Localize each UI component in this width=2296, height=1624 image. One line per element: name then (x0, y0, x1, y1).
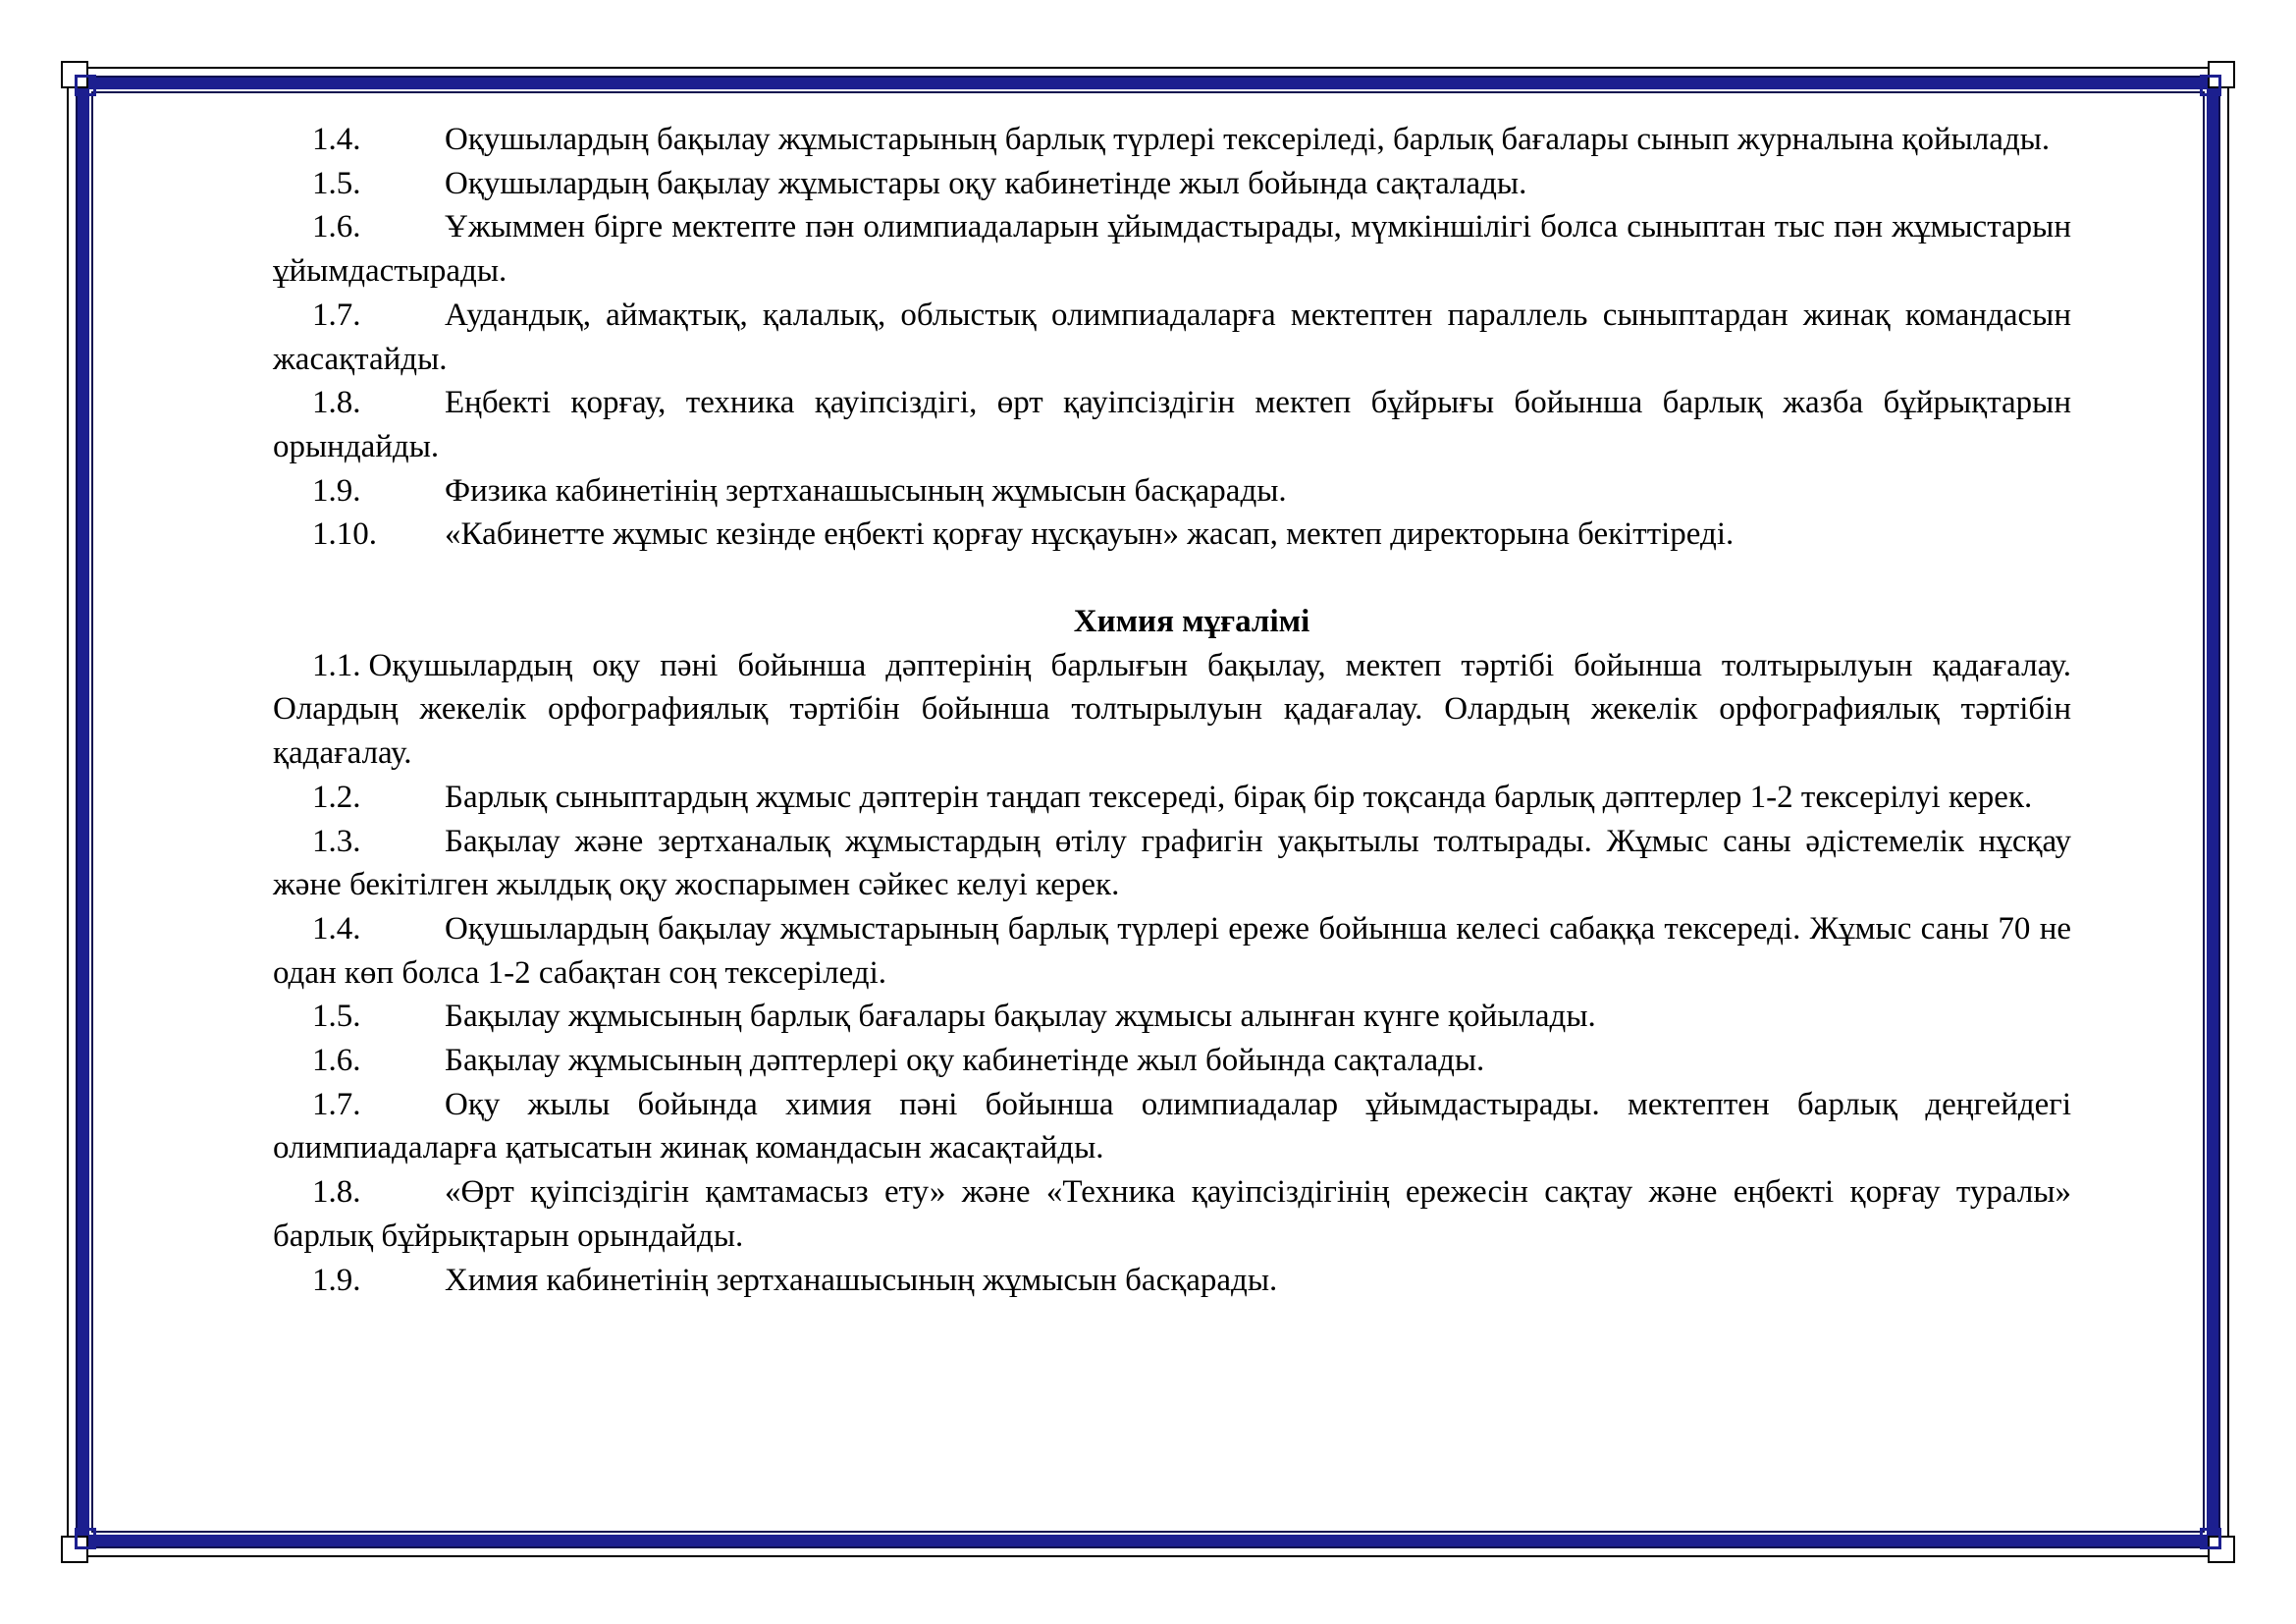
list-item (273, 907, 2071, 995)
section-heading: Химия мұғалімі (1073, 604, 1310, 640)
list-item (273, 995, 2071, 1039)
item-text: Физика кабинетінің зертханашысының жұмысын басқарады. (445, 472, 1287, 509)
item-number: 1.7. (312, 297, 361, 333)
item-number: 1.1. (312, 647, 361, 683)
item-text: Химия кабинетінің зертханашысының жұмысын басқарады. (445, 1262, 1278, 1298)
list-item (273, 162, 2071, 206)
list-item (273, 294, 2071, 381)
item-text: Бақылау жұмысының дәптерлері оқу кабинетінде жыл бойында сақталады. (445, 1043, 1485, 1079)
item-number: 1.7. (312, 1086, 361, 1122)
list-item (273, 513, 2071, 557)
item-number: 1.4. (312, 122, 361, 157)
item-number: 1.6. (312, 209, 361, 245)
item-text: Оқушылардың оқу пәні бойынша дәптерінің барлығын бақылау, мектеп тәртібі бойынша толтырылуын қадағалау. Олардың жекелік орфографиялық тәртібін бойынша толтырылуын қадағалау. Олардың жекелік орфографиялық тәртібін қадағалау. (273, 647, 2071, 772)
item-text: Оқушылардың бақылау жұмыстары оқу кабинетінде жыл бойында сақталады. (445, 165, 1527, 201)
list-item (273, 118, 2071, 162)
corner-ornament-top-right (2188, 61, 2235, 108)
item-number: 1.9. (312, 1262, 361, 1298)
list-item (273, 1039, 2071, 1083)
item-number: 1.10. (312, 516, 377, 553)
item-text: Еңбекті қорғау, техника қауіпсіздігі, өрт қауіпсіздігін мектеп бұйрығы бойынша барлық жазба бұйрықтарын орындайды. (273, 385, 2071, 464)
item-text: Ұжыммен бірге мектепте пән олимпиадаларын ұйымдастырады, мүмкіншілігі болса сыныптан тыс пән жұмыстарын ұйымдастырады. (273, 209, 2071, 290)
item-text: Бақылау және зертханалық жұмыстардың өтілу графигін уақытылы толтырады. Жұмыс саны әдістемелік нұсқау және бекітілген жылдық оқу жоспарымен сәйкес келуі керек. (273, 823, 2071, 903)
list-item (273, 381, 2071, 468)
list-item (273, 776, 2071, 820)
item-number: 1.9. (312, 472, 361, 509)
item-text: Оқушылардың бақылау жұмыстарының барлық түрлері ереже бойынша келесі сабаққа тексереді. Жұмыс саны 70 не одан көп болса 1-2 сабақтан соң тексеріледі. (273, 910, 2071, 991)
item-text: Бақылау жұмысының барлық бағалары бақылау жұмысы алынған күнге қойылады. (445, 999, 1596, 1035)
item-number: 1.6. (312, 1043, 361, 1079)
item-text: Оқушылардың бақылау жұмыстарының барлық түрлері тексеріледі, барлық бағалары сынып журналына қойылады. (445, 122, 2051, 157)
corner-ornament-bottom-left (61, 1516, 108, 1563)
corner-ornament-bottom-right (2188, 1516, 2235, 1563)
item-number: 1.5. (312, 999, 361, 1035)
item-number: 1.4. (312, 910, 361, 947)
item-number: 1.8. (312, 1174, 361, 1211)
list-item (273, 1259, 2071, 1303)
list-item (273, 820, 2071, 907)
list-item (273, 644, 2071, 776)
item-number: 1.5. (312, 165, 361, 201)
list-item (273, 469, 2071, 514)
item-text: Оқу жылы бойында химия пәні бойынша олимпиадалар ұйымдастырады. мектептен барлық деңгейдегі олимпиадаларға қатысатын жинақ командасын жасақтайды. (273, 1086, 2071, 1166)
list-item (273, 205, 2071, 293)
item-number: 1.2. (312, 779, 361, 815)
item-text: «Кабинетте жұмыс кезінде еңбекті қорғау нұсқауын» жасап, мектеп директорына бекіттіреді. (445, 516, 1735, 553)
item-text: Аудандық, аймақтық, қалалық, облыстық олимпиадаларға мектептен параллель сыныптардан жинақ командасын жасақтайды. (273, 297, 2071, 377)
item-number: 1.8. (312, 385, 361, 421)
item-number: 1.3. (312, 823, 361, 859)
list-item (273, 1083, 2071, 1170)
corner-ornament-top-left (61, 61, 108, 108)
section-spacer (273, 557, 2071, 600)
item-text: Барлық сыныптардың жұмыс дәптерін таңдап тексереді, бірақ бір тоқсанда барлық дәптерлер 1-2 тексерілуі керек. (445, 779, 2033, 815)
document-body (273, 118, 2071, 1302)
item-text: «Өрт қуіпсіздігін қамтамасыз ету» және «Техника қауіпсіздігінің ережесін сақтау және еңбекті қорғау туралы» барлық бұйрықтарын орындайды. (273, 1174, 2071, 1254)
list-item (273, 1170, 2071, 1258)
